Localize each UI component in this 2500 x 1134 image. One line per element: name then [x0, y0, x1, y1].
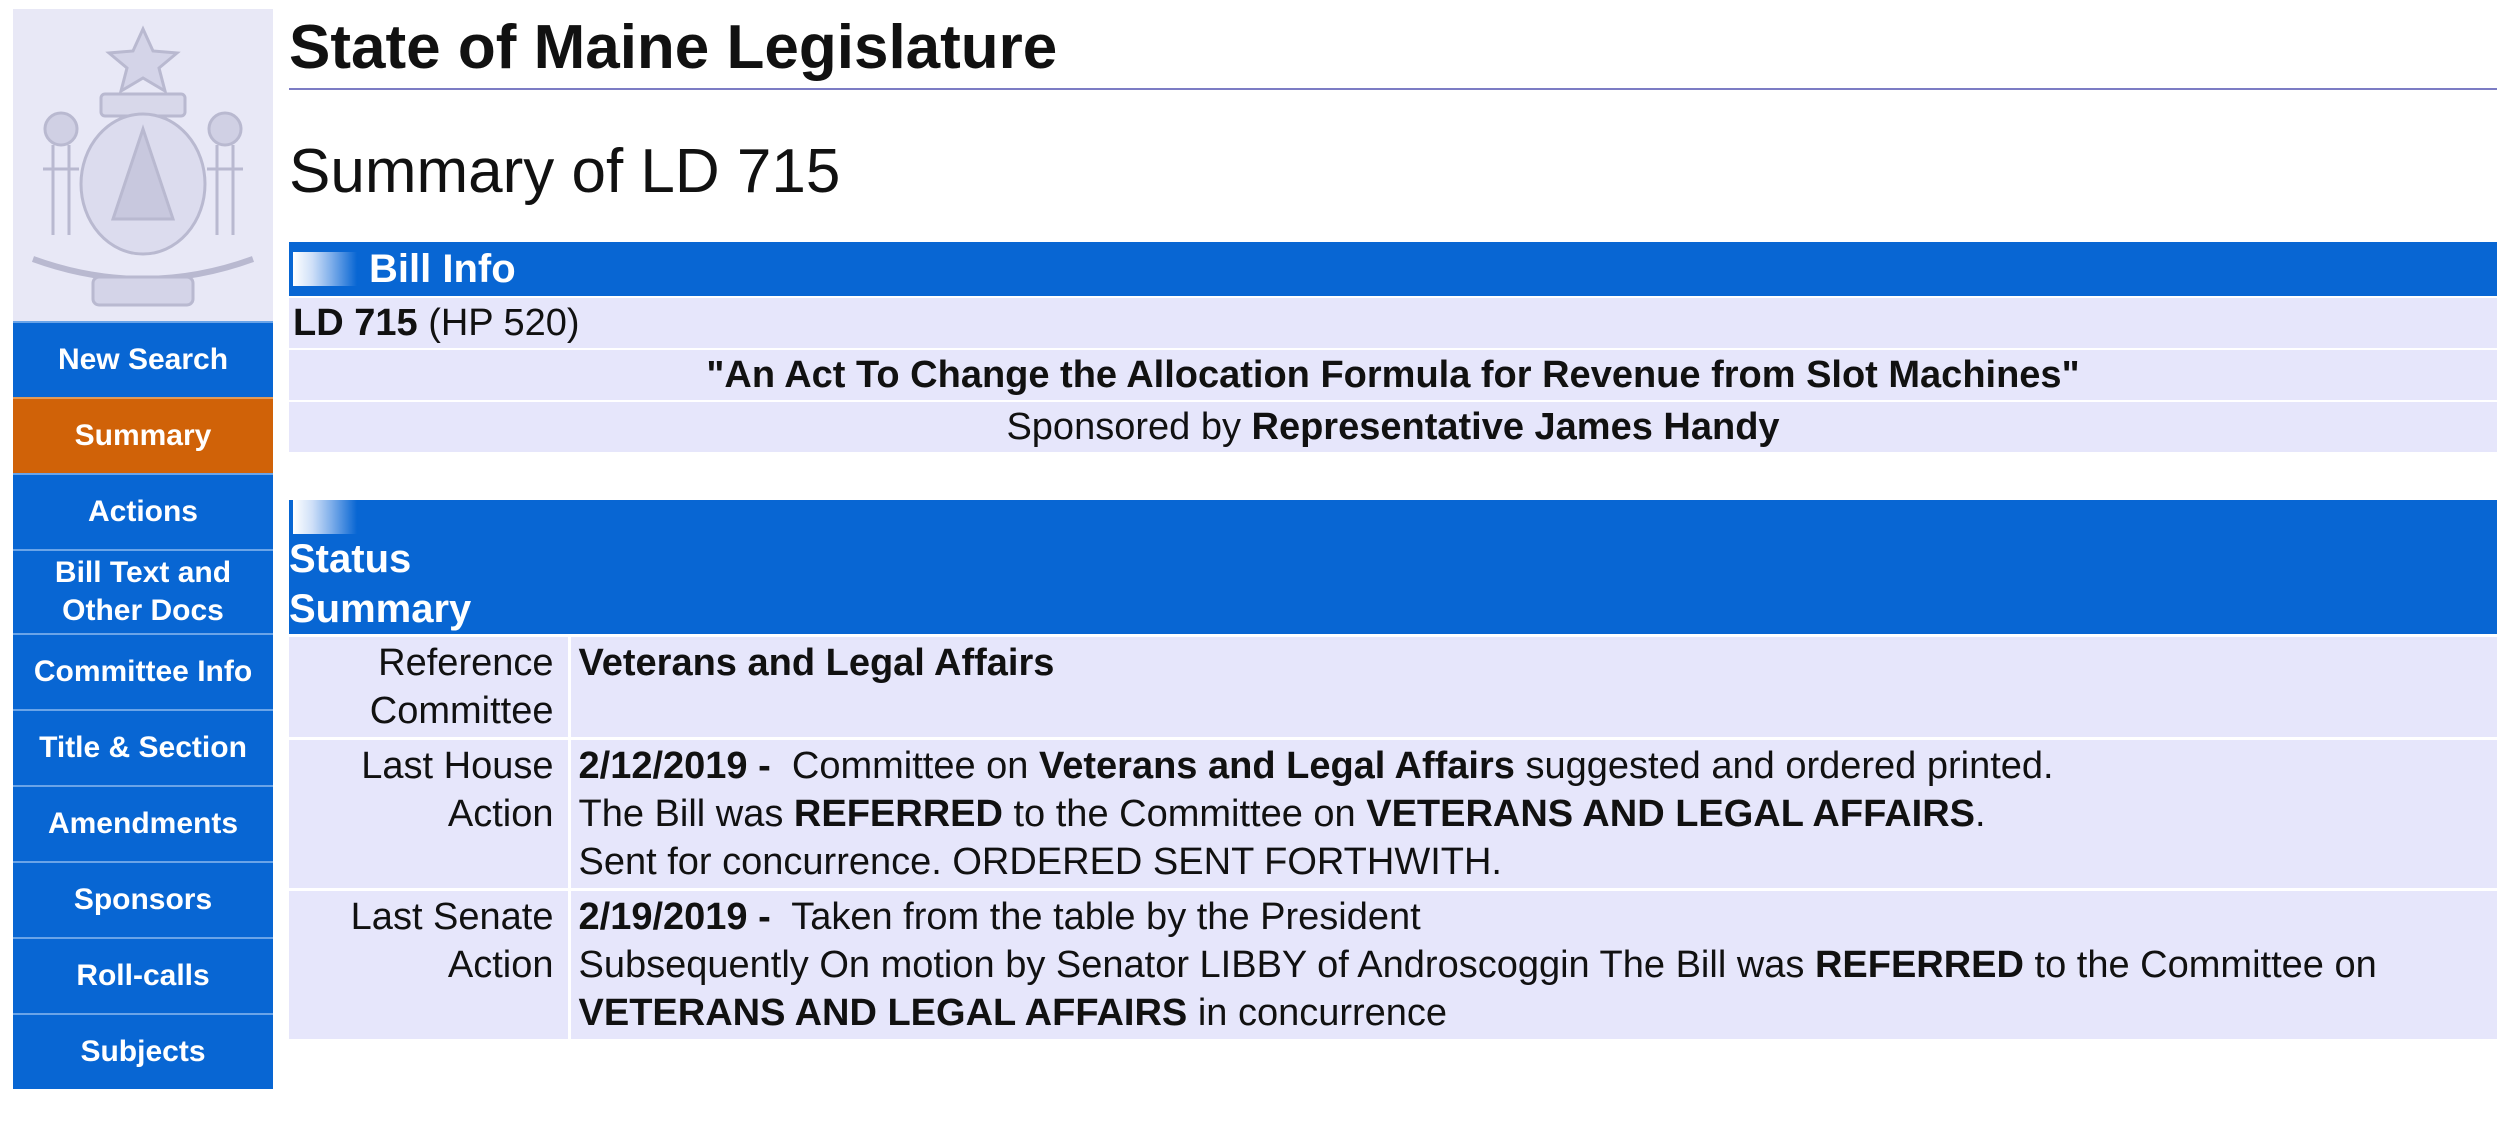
senate-action-text: in concurrence	[1197, 992, 1448, 1034]
site-title: State of Maine Legislature	[289, 10, 2497, 90]
last-senate-action-row	[289, 890, 2497, 1040]
nav-actions[interactable]: Actions	[13, 473, 273, 549]
bill-id-row	[289, 296, 2497, 348]
last-senate-action-label: Last Senate Action	[289, 890, 569, 1040]
reference-committee-value: Veterans and Legal Affairs	[578, 642, 1055, 684]
house-action-committee-caps: VETERANS AND LEGAL AFFAIRS	[1366, 793, 1975, 835]
bill-title-row	[289, 348, 2497, 400]
status-summary-table	[289, 500, 2497, 1039]
main-content	[289, 0, 2497, 1039]
ld-number: LD 715	[293, 302, 418, 344]
nav-roll-calls[interactable]: Roll-calls	[13, 937, 273, 1013]
page-title: Summary of LD 715	[289, 137, 841, 206]
status-summary-heading: Status Summary	[289, 537, 472, 631]
senate-action-referred: REFERRED	[1814, 944, 2024, 986]
bill-title: "An Act To Change the Allocation Formula for Revenue from Slot Machines"	[706, 354, 2080, 396]
sidebar	[13, 9, 273, 1089]
bill-info-heading: Bill Info	[369, 246, 516, 291]
nav-committee-info[interactable]: Committee Info	[13, 633, 273, 709]
house-action-date: 2/12/2019 -	[578, 745, 771, 787]
senate-action-committee-caps: VETERANS AND LEGAL AFFAIRS	[578, 992, 1188, 1034]
senate-action-date: 2/19/2019 -	[578, 896, 771, 938]
last-house-action-label: Last House Action	[289, 739, 569, 890]
senate-action-text: Subsequently On motion by Senator LIBBY of Androscoggin The Bill was	[578, 944, 1805, 986]
nav-summary[interactable]: Summary	[13, 397, 273, 473]
nav-amendments[interactable]: Amendments	[13, 785, 273, 861]
senate-action-text: to the Committee on	[2034, 944, 2377, 986]
status-summary-header	[289, 500, 2497, 636]
house-action-text: Committee on	[791, 745, 1029, 787]
nav-sponsors[interactable]: Sponsors	[13, 861, 273, 937]
bill-info-section	[289, 242, 2497, 452]
nav-subjects[interactable]: Subjects	[13, 1013, 273, 1089]
senate-action-text: Taken from the table by the President	[791, 896, 1421, 938]
maine-state-seal-icon	[13, 9, 273, 321]
house-action-text: suggested and ordered printed.	[1525, 745, 2054, 787]
house-action-referred: REFERRED	[793, 793, 1003, 835]
nav-bill-text[interactable]: Bill Text and Other Docs	[13, 549, 273, 633]
house-action-text: to the Committee on	[1013, 793, 1356, 835]
section-gradient-icon	[293, 252, 357, 286]
last-house-action-row	[289, 739, 2497, 890]
section-gradient-icon	[293, 500, 357, 534]
bill-info-header	[289, 242, 2497, 296]
nav-title-section[interactable]: Title & Section	[13, 709, 273, 785]
sponsor-name: Representative James Handy	[1251, 406, 1780, 448]
reference-committee-row	[289, 636, 2497, 739]
sponsored-by-label: Sponsored by	[1006, 406, 1241, 448]
hp-number: (HP 520)	[428, 302, 580, 344]
house-action-text: The Bill was	[578, 793, 784, 835]
nav-new-search[interactable]: New Search	[13, 321, 273, 397]
house-action-concurrence: Sent for concurrence. ORDERED SENT FORTHWITH.	[578, 841, 1502, 883]
sponsor-row	[289, 400, 2497, 452]
house-action-period: .	[1974, 793, 1986, 835]
house-action-committee: Veterans and Legal Affairs	[1039, 745, 1515, 787]
reference-committee-label: Reference Committee	[289, 636, 569, 739]
